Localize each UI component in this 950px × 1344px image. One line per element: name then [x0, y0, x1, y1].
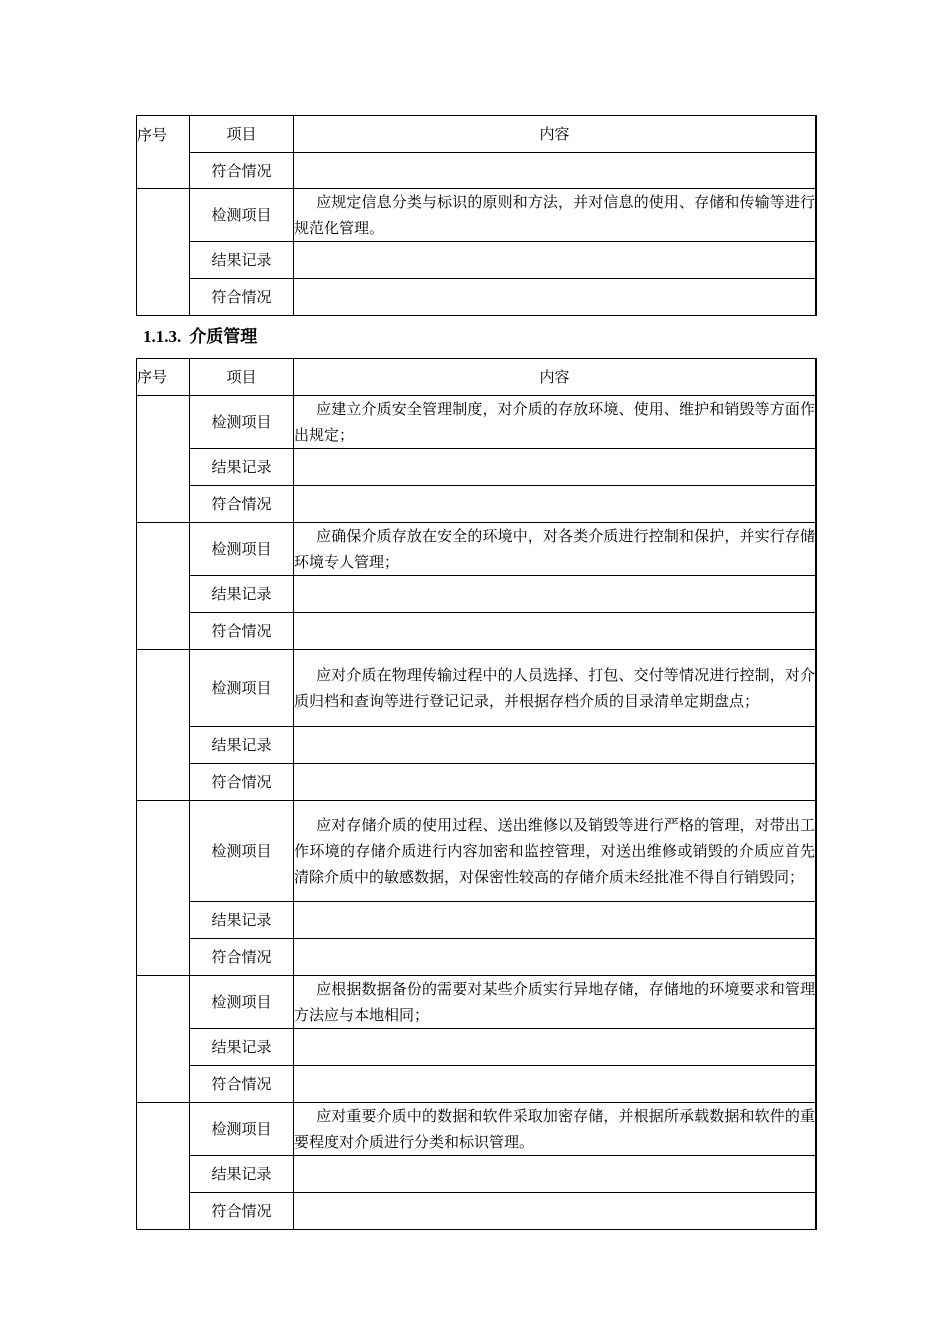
- table-row: [137, 576, 817, 613]
- check-content: 应建立介质安全管理制度，对介质的存放环境、使用、维护和销毁等方面作出规定；: [294, 396, 817, 449]
- table-row: [137, 764, 817, 801]
- seq-cell: [137, 396, 190, 523]
- comply-value[interactable]: [294, 764, 817, 801]
- label-comply: 符合情况: [190, 939, 294, 976]
- table-header-row: [137, 116, 817, 153]
- label-comply: 符合情况: [190, 1193, 294, 1230]
- comply-value[interactable]: [294, 613, 817, 650]
- table-row: [137, 523, 817, 576]
- seq-cell: [137, 189, 190, 316]
- table-row: [137, 939, 817, 976]
- result-value[interactable]: [294, 727, 817, 764]
- table-row: [137, 1156, 817, 1193]
- table-header-row: [137, 359, 817, 396]
- table-row: [137, 242, 817, 279]
- label-check: 检测项目: [190, 650, 294, 727]
- header-seq: 序号: [137, 116, 190, 189]
- header-content: 内容: [294, 116, 817, 153]
- table-row: [137, 1193, 817, 1230]
- label-result: 结果记录: [190, 902, 294, 939]
- comply-value[interactable]: [294, 279, 817, 316]
- check-table-1: [136, 115, 817, 316]
- comply-value[interactable]: [294, 939, 817, 976]
- result-value[interactable]: [294, 242, 817, 279]
- label-check: 检测项目: [190, 189, 294, 242]
- comply-value[interactable]: [294, 486, 817, 523]
- label-check: 检测项目: [190, 523, 294, 576]
- table-row: [137, 613, 817, 650]
- table-row: [137, 279, 817, 316]
- label-comply: 符合情况: [190, 1066, 294, 1103]
- section-heading: [143, 322, 257, 347]
- result-value[interactable]: [294, 449, 817, 486]
- label-result: 结果记录: [190, 242, 294, 279]
- label-check: 检测项目: [190, 801, 294, 902]
- label-result: 结果记录: [190, 576, 294, 613]
- check-table-2: [136, 358, 817, 1230]
- table-row: [137, 801, 817, 902]
- label-result: 结果记录: [190, 1156, 294, 1193]
- comply-value[interactable]: [294, 153, 817, 189]
- check-content: 应对重要介质中的数据和软件采取加密存储，并根据所承载数据和软件的重要程度对介质进行分类和标识管理。: [294, 1103, 817, 1156]
- label-comply: 符合情况: [190, 153, 294, 189]
- check-content: 应对存储介质的使用过程、送出维修以及销毁等进行严格的管理，对带出工作环境的存储介质进行内容加密和监控管理，对送出维修或销毁的介质应首先清除介质中的敏感数据，对保密性较高的存储介质未经批准不得自行销毁同；: [294, 801, 817, 902]
- section-title: 介质管理: [189, 327, 258, 347]
- comply-value[interactable]: [294, 1066, 817, 1103]
- label-check: 检测项目: [190, 396, 294, 449]
- seq-cell: [137, 976, 190, 1103]
- table-row: [137, 189, 817, 242]
- table-row: [137, 153, 817, 189]
- label-comply: 符合情况: [190, 486, 294, 523]
- table-row: [137, 1066, 817, 1103]
- seq-cell: [137, 1103, 190, 1230]
- table-row: [137, 902, 817, 939]
- section-number: 1.1.3.: [143, 327, 182, 346]
- label-check: 检测项目: [190, 976, 294, 1029]
- table-row: [137, 449, 817, 486]
- comply-value[interactable]: [294, 1193, 817, 1230]
- label-result: 结果记录: [190, 727, 294, 764]
- seq-cell: [137, 650, 190, 801]
- header-content: 内容: [294, 359, 817, 396]
- label-result: 结果记录: [190, 449, 294, 486]
- check-content: 应根据数据备份的需要对某些介质实行异地存储，存储地的环境要求和管理方法应与本地相同；: [294, 976, 817, 1029]
- result-value[interactable]: [294, 576, 817, 613]
- seq-cell: [137, 523, 190, 650]
- label-comply: 符合情况: [190, 613, 294, 650]
- header-item: 项目: [190, 116, 294, 153]
- table-row: [137, 650, 817, 727]
- table-row: [137, 1103, 817, 1156]
- table-row: [137, 396, 817, 449]
- header-seq: 序号: [137, 359, 190, 396]
- label-comply: 符合情况: [190, 764, 294, 801]
- table-row: [137, 727, 817, 764]
- table-row: [137, 1029, 817, 1066]
- check-content: 应对介质在物理传输过程中的人员选择、打包、交付等情况进行控制，对介质归档和查询等进行登记记录，并根据存档介质的目录清单定期盘点；: [294, 650, 817, 727]
- seq-cell: [137, 801, 190, 976]
- result-value[interactable]: [294, 1029, 817, 1066]
- check-content: 应规定信息分类与标识的原则和方法，并对信息的使用、存储和传输等进行规范化管理。: [294, 189, 817, 242]
- result-value[interactable]: [294, 1156, 817, 1193]
- header-item: 项目: [190, 359, 294, 396]
- check-content: 应确保介质存放在安全的环境中，对各类介质进行控制和保护，并实行存储环境专人管理；: [294, 523, 817, 576]
- table-row: [137, 976, 817, 1029]
- table-row: [137, 486, 817, 523]
- result-value[interactable]: [294, 902, 817, 939]
- label-comply: 符合情况: [190, 279, 294, 316]
- label-check: 检测项目: [190, 1103, 294, 1156]
- label-result: 结果记录: [190, 1029, 294, 1066]
